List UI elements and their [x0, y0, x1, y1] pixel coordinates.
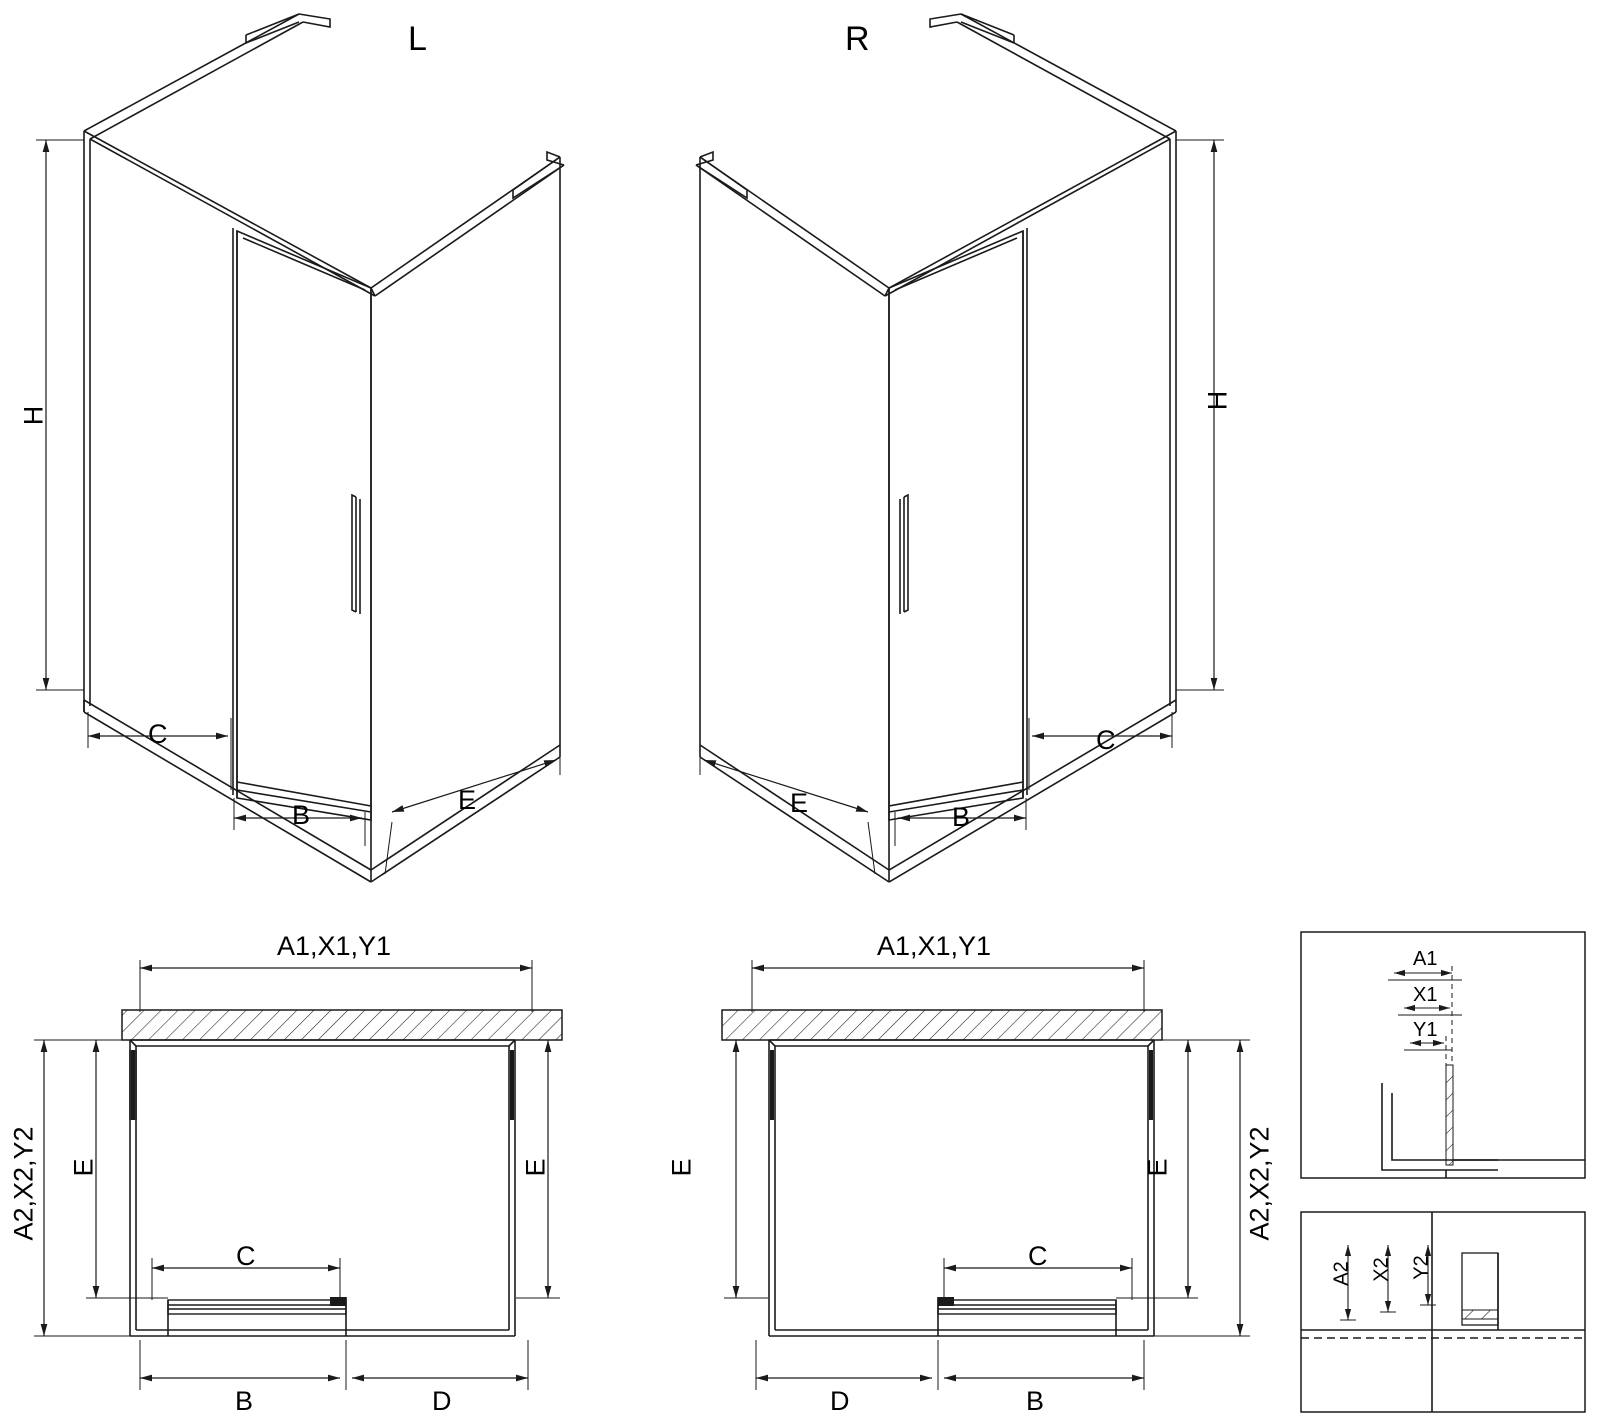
plan-right-e-right-label: E	[1142, 1158, 1173, 1177]
plan-right-c-label: C	[1028, 1241, 1048, 1271]
detail-bottom	[1301, 1212, 1585, 1412]
iso-left-c-label: C	[148, 719, 168, 749]
plan-left-e-right-label: E	[520, 1158, 551, 1177]
plan-left-side-dim-label: A2,X2,Y2	[8, 1126, 39, 1241]
detail-bottom-label-a2: A2	[1330, 1261, 1353, 1286]
iso-left-variant-label: L	[408, 20, 427, 58]
plan-right-top-dim-label: A1,X1,Y1	[877, 931, 992, 961]
plan-right-side-dim-label: A2,X2,Y2	[1244, 1126, 1275, 1241]
plan-left-e-left-label: E	[68, 1158, 99, 1177]
plan-left-c-label: C	[236, 1241, 256, 1271]
detail-top-label-y1: Y1	[1413, 1019, 1438, 1041]
iso-right-height-label: H	[1202, 390, 1233, 411]
detail-top-label-a1: A1	[1413, 948, 1438, 970]
plan-left-b-label: B	[235, 1386, 254, 1416]
iso-right-b-label: B	[952, 802, 971, 832]
iso-left-b-label: B	[292, 800, 311, 830]
detail-top	[1301, 932, 1585, 1178]
detail-top-label-x1: X1	[1413, 984, 1438, 1006]
plan-view-left	[34, 960, 562, 1390]
iso-right-c-label: C	[1096, 725, 1116, 755]
iso-view-left	[36, 14, 564, 882]
iso-right-e-label: E	[790, 788, 809, 818]
plan-left-top-dim-label: A1,X1,Y1	[277, 931, 392, 961]
plan-right-b-label: B	[1026, 1386, 1045, 1416]
iso-view-right	[696, 14, 1224, 882]
iso-left-height-label: H	[18, 405, 49, 426]
plan-left-d-label: D	[432, 1386, 452, 1416]
iso-right-variant-label: R	[845, 20, 870, 58]
iso-left-e-label: E	[458, 785, 477, 815]
plan-right-d-label: D	[830, 1386, 850, 1416]
detail-bottom-label-x2: X2	[1370, 1257, 1393, 1282]
detail-bottom-label-y2: Y2	[1410, 1255, 1433, 1280]
plan-right-e-left-label: E	[666, 1158, 697, 1177]
